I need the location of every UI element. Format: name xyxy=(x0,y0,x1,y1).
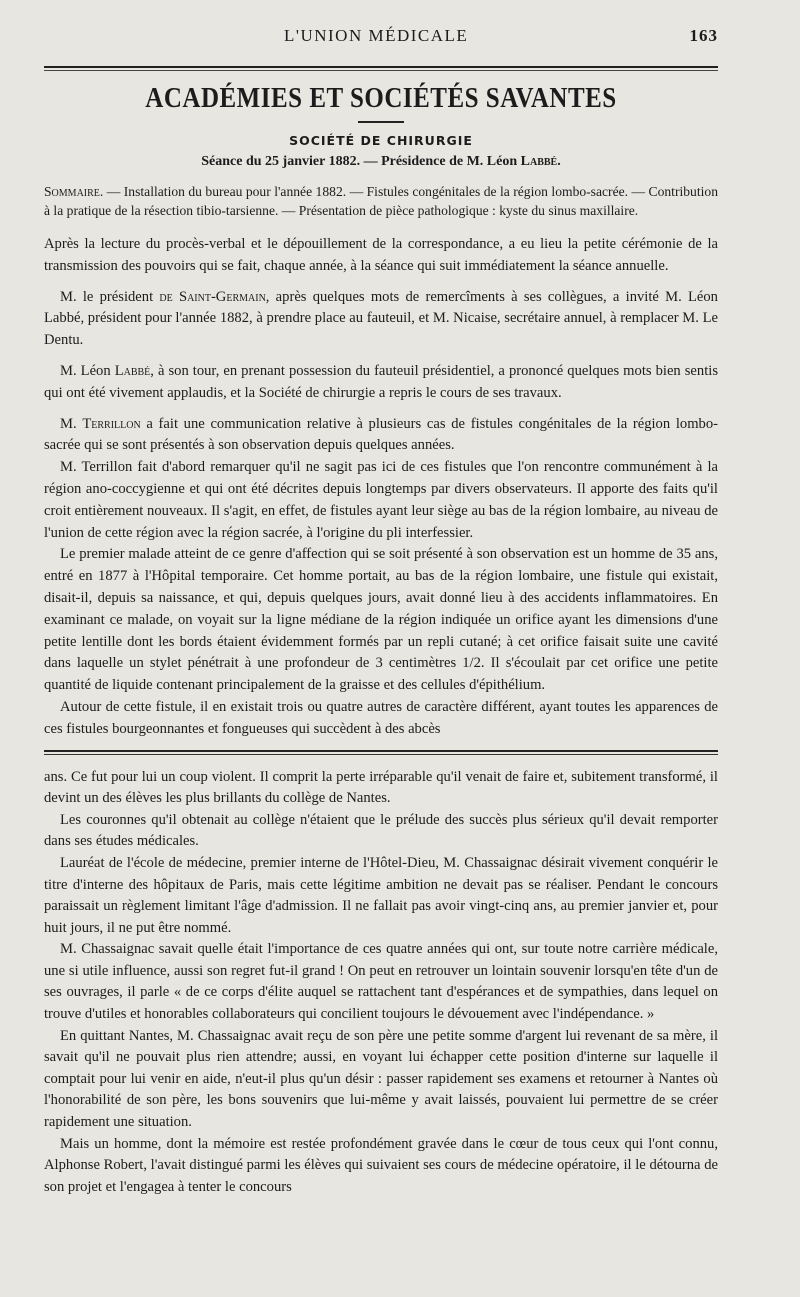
section-title: ACADÉMIES ET SOCIÉTÉS SAVANTES xyxy=(145,82,617,114)
person-name: de Saint-Germain xyxy=(159,288,266,305)
feuilleton-paragraph: En quittant Nantes, M. Chassaignac avait reçu de son père une petite somme d'argent lui revenant de sa mère, il savait qu'il ne pouvait plus rien attendre; aussi, en voyant lui échapper cette position d'interne sur laquelle il comptait pour lui venir en aide, n'eut-il plus qu'un désir : passer rapidement ses examens et retourner à Nantes où l'honorabilité de son père, les bons souvenirs que lui-même y avait laissés, pouvaient lui permettre de se créer rapidement une situation. xyxy=(44,1027,718,1131)
session-line xyxy=(44,154,718,170)
paragraph: Après la lecture du procès-verbal et le dépouillement de la correspondance, a eu lieu la petite cérémonie de la transmission des pouvoirs qui se fait, chaque année, à la séance qui suit immédiatement la séance annuelle. xyxy=(44,236,718,274)
feuilleton-rule-thin xyxy=(44,754,718,755)
paragraph-text: M. Léon xyxy=(60,362,115,379)
feuilleton-paragraph: M. Chassaignac savait quelle était l'importance de ces quatre années qui ont, sur toute notre carrière médicale, une si utile influence, aussi son regret fut-il grand ! On peut en retrouver un lointain souvenir lorsqu'en tête d'un de ses ouvrages, il parle « de ce corps d'élite auquel se rattachent tant d'espérances et de sympathies, dans lequel on trouve d'utiles et honorables collaborateurs qui concilient toujours le dévouement avec l'indépendance. » xyxy=(44,941,718,1023)
paragraph-text: M. xyxy=(60,415,83,432)
paragraph: Le premier malade atteint de ce genre d'affection qui se soit présenté à son observation est un homme de 35 ans, entré en 1877 à l'Hôpital temporaire. Cet homme portait, au bas de la région lombaire, une fistule qui existait, disait-il, depuis sa naissance, et qui, depuis quelques jours, avait donné lieu à des accidents inflammatoires. En examinant ce malade, on voyait sur la ligne médiane de la région indiquée un orifice ayant les dimensions d'une petite lentille dont les bords étaient évidemment formés par un repli cutané; à cet orifice faisait suite une cavité dans laquelle un stylet pénétrait à une profondeur de 3 centimètres 1/2. Il s'écoulait par cet orifice une petite quantité de liquide contenant principalement de la graisse et des cellules d'épithélium. xyxy=(44,546,718,694)
header-rule xyxy=(44,66,718,68)
president-name: Labbé xyxy=(520,154,558,169)
paragraph xyxy=(44,287,718,352)
feuilleton-paragraph: Les couronnes qu'il obtenait au collège n'étaient que le prélude des succès plus sérieux qu'il devait remporter dans ses études médicales. xyxy=(44,811,718,850)
summary xyxy=(44,182,718,220)
paragraph-text: , à son tour, en prenant possession du fauteuil présidentiel, a prononcé quelques mots bien sentis qui ont été vivement applaudis, et la Société de chirurgie a repris le cours de ses travaux. xyxy=(44,362,718,401)
paragraph: Autour de cette fistule, il en existait trois ou quatre autres de caractère différent, ayant toutes les apparences de ces fistules bourgeonnantes et fongueuses qui succèdent à des abcès xyxy=(44,698,718,737)
session-text: Séance du 25 janvier 1882. — Présidence de M. Léon xyxy=(201,154,521,169)
title-rule xyxy=(358,121,404,123)
paragraph xyxy=(44,361,718,405)
summary-label: Sommaire xyxy=(44,184,100,199)
feuilleton-paragraph: ans. Ce fut pour lui un coup violent. Il comprit la perte irréparable qu'il venait de faire et, subitement transformé, il devint un des élèves les plus brillants du collège de Nantes. xyxy=(44,768,718,807)
person-name: Labbé xyxy=(114,362,151,379)
feuilleton-rule xyxy=(44,750,718,752)
summary-text: . — Installation du bureau pour l'année 1882. — Fistules congénitales de la région lombo-sacrée. — Contribution à la pratique de la résection tibio-tarsienne. — Présentation de pièce pathologique : kyste du sinus maxillaire. xyxy=(44,184,718,218)
person-name: Terrillon xyxy=(82,415,141,432)
paragraph-text: a fait une communication relative à plusieurs cas de fistules congénitales de la région lombo-sacrée qui se sont présentés à son observation depuis quelques années. xyxy=(44,415,718,454)
paragraph-text: , après quelques mots de remercîments à ses collègues, a invité M. Léon Labbé, président pour l'année 1882, à prendre place au fauteuil, et M. Nicaise, secrétaire annuel, à remplacer M. Le Dentu. xyxy=(44,288,718,349)
feuilleton-paragraph: Lauréat de l'école de médecine, premier interne de l'Hôtel-Dieu, M. Chassaignac désirait vivement conquérir le titre d'interne des hôpitaux de Paris, mais cette légitime ambition ne devait pas se réaliser. Pendant le concours paraissait un règlement limitant l'âge d'admission. Il ne fallait pas avoir vingt-cinq ans, au premier janvier et, pour huit jours, il ne put être nommé. xyxy=(44,854,718,936)
society-heading: SOCIÉTÉ DE CHIRURGIE xyxy=(289,133,473,148)
session-end: . xyxy=(557,154,561,169)
paragraph xyxy=(44,414,718,458)
feuilleton-paragraph: Mais un homme, dont la mémoire est restée profondément gravée dans le cœur de tous ceux qui l'ont connu, Alphonse Robert, l'avait distingué parmi les élèves qui suivaient ses cours de médecine opératoire, il le détourna de son projet et l'engagea à tenter le concours xyxy=(44,1135,718,1195)
header-rule-thin xyxy=(44,70,718,71)
page-number: 163 xyxy=(689,26,718,45)
paragraph: M. Terrillon fait d'abord remarquer qu'il ne sagit pas ici de ces fistules que l'on rencontre communément à la région ano-coccygienne et qui ont été décrites depuis longtemps par divers observateurs. Il apporte des faits qu'il croit entièrement nouveaux. Il s'agit, en effet, de fistules ayant leur siège au bas de la région lombaire, au niveau de l'union de cette région avec la région sacrée, à l'origine du pli interfessier. xyxy=(44,459,718,541)
running-title: L'UNION MÉDICALE xyxy=(284,26,469,45)
paragraph-text: M. le président xyxy=(60,288,160,305)
feuilleton xyxy=(44,767,718,1199)
running-head xyxy=(44,26,718,60)
